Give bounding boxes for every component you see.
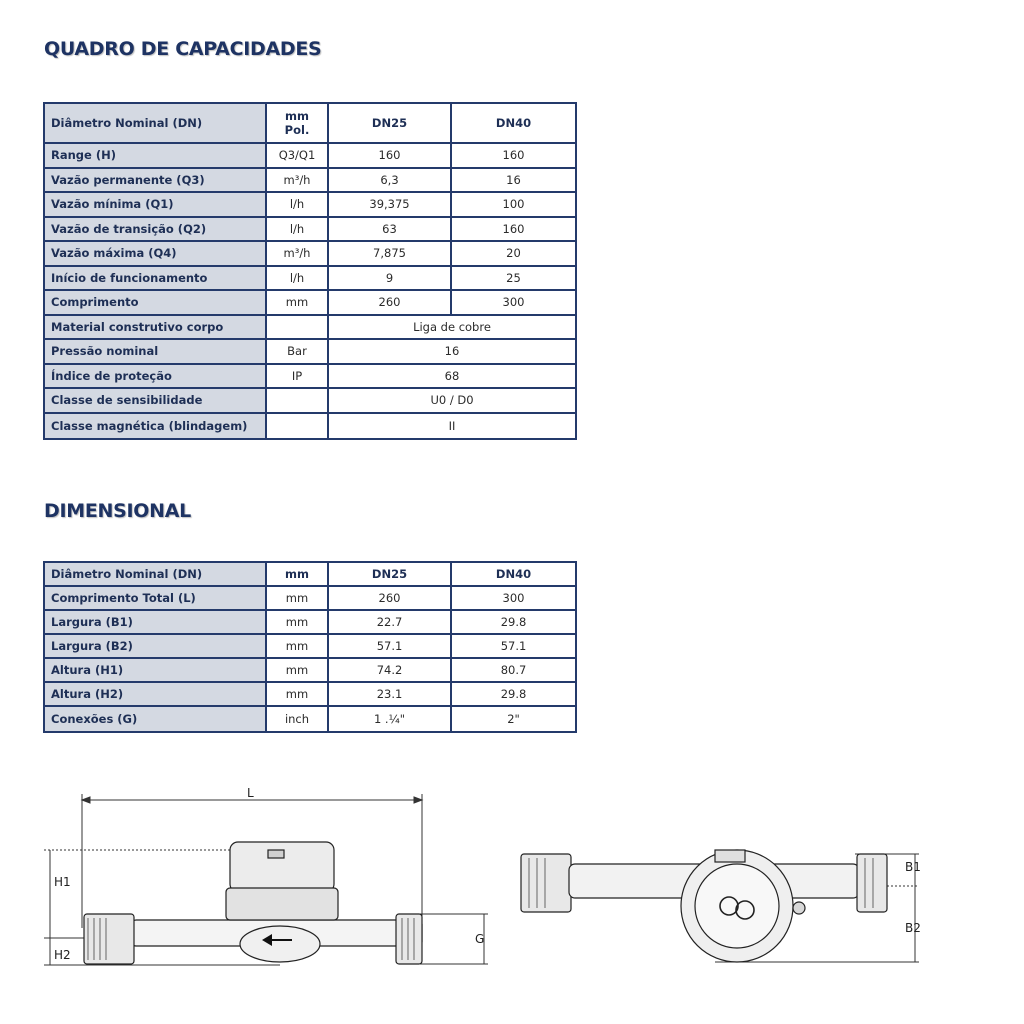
header-unit: mm: [267, 563, 329, 587]
table-row: [45, 267, 575, 292]
row-dn25: 22.7: [329, 611, 452, 635]
row-label: Vazão máxima (Q4): [45, 242, 267, 267]
label-b2: B2: [905, 921, 921, 935]
row-dn25: 6,3: [329, 169, 452, 194]
row-dn40: 2": [507, 712, 520, 726]
row-unit: l/h: [267, 267, 329, 292]
row-dn40: 57.1: [452, 635, 575, 659]
row-value: 16: [329, 340, 575, 365]
row-label: Classe magnética (blindagem): [45, 414, 267, 439]
label-g: G: [475, 932, 485, 946]
row-label: Material construtivo corpo: [45, 316, 267, 341]
header-dn25: DN25: [329, 104, 452, 144]
table-row: [45, 365, 575, 390]
row-dn25: 7,875: [329, 242, 452, 267]
table-row: [45, 291, 575, 316]
table-row: [45, 169, 575, 194]
row-unit: m³/h: [267, 242, 329, 267]
register-lid: [715, 850, 745, 862]
header-unit-pol: Pol.: [284, 123, 310, 137]
row-dn40: 20: [452, 242, 575, 267]
table-row: [45, 659, 575, 683]
header-dn25: DN25: [329, 563, 452, 587]
capacities-title: QUADRO DE CAPACIDADES: [44, 38, 322, 60]
table-row: [45, 316, 575, 341]
row-value: 68: [329, 365, 575, 390]
row-dn25: 260: [329, 291, 452, 316]
row-unit: Q3/Q1: [267, 144, 329, 169]
row-label: Pressão nominal: [45, 340, 267, 365]
row-dn40: 300: [452, 291, 575, 316]
label-l: L: [247, 786, 254, 800]
row-dn25: 57.1: [329, 635, 452, 659]
row-dn40: 29.8: [452, 683, 575, 707]
header-unit-mm: mm: [285, 109, 309, 123]
row-dn25: 63: [329, 218, 452, 243]
row-dn25: 23.1: [329, 683, 452, 707]
row-dn40: 16: [452, 169, 575, 194]
row-value: U0 / D0: [329, 389, 575, 414]
row-dn40: 300: [452, 587, 575, 611]
row-value: II: [448, 418, 456, 433]
right-connector: [857, 854, 887, 912]
row-label: Largura (B1): [45, 611, 267, 635]
capacities-table: [43, 102, 577, 440]
row-dn40: 160: [452, 144, 575, 169]
table-row: [45, 242, 575, 267]
row-unit: mm: [267, 635, 329, 659]
table-row: [45, 635, 575, 659]
row-label: Comprimento Total (L): [45, 587, 267, 611]
row-label: Índice de proteção: [45, 365, 267, 390]
row-unit: mm: [267, 659, 329, 683]
row-dn25: 9: [329, 267, 452, 292]
table-row: [45, 144, 575, 169]
table-row: [45, 683, 575, 707]
table-row: [45, 611, 575, 635]
row-label: Vazão mínima (Q1): [45, 193, 267, 218]
row-unit: mm: [267, 587, 329, 611]
row-dn25: 260: [329, 587, 452, 611]
row-label: Classe de sensibilidade: [45, 389, 267, 414]
row-label: Largura (B2): [45, 635, 267, 659]
arrowhead: [82, 797, 90, 803]
header-unit: [267, 104, 329, 144]
meter-top-view-drawing: [515, 840, 935, 980]
seal-screw: [793, 902, 805, 914]
row-label: Altura (H1): [45, 659, 267, 683]
header-dn40: DN40: [452, 104, 575, 144]
register-cap: [268, 850, 284, 858]
register-body: [226, 888, 338, 920]
row-dn25: 74.2: [329, 659, 452, 683]
row-label: Conexões (G): [45, 707, 267, 731]
arrowhead: [414, 797, 422, 803]
row-label: Vazão de transição (Q2): [45, 218, 267, 243]
row-dn40: 29.8: [452, 611, 575, 635]
row-unit: inch: [267, 707, 329, 731]
table-row: [45, 389, 575, 414]
row-value: Liga de cobre: [329, 316, 575, 341]
table-header-row: [45, 104, 575, 144]
row-label: Range (H): [45, 144, 267, 169]
row-label: Vazão permanente (Q3): [45, 169, 267, 194]
row-unit: [267, 316, 329, 341]
row-dn40: 100: [452, 193, 575, 218]
row-dn40: 160: [452, 218, 575, 243]
row-unit: mm: [267, 291, 329, 316]
row-unit: m³/h: [267, 169, 329, 194]
table-row: [45, 193, 575, 218]
row-unit: l/h: [267, 218, 329, 243]
row-dn40: 25: [452, 267, 575, 292]
meter-chamber: [240, 926, 320, 962]
row-unit: [267, 414, 329, 439]
row-dn25: 160: [329, 144, 452, 169]
dimensional-table: [43, 561, 577, 733]
row-unit: mm: [267, 611, 329, 635]
row-unit: l/h: [267, 193, 329, 218]
header-label: Diâmetro Nominal (DN): [45, 104, 267, 144]
table-row: [45, 414, 575, 439]
row-dn40: 80.7: [452, 659, 575, 683]
row-label: Comprimento: [45, 291, 267, 316]
row-unit: mm: [267, 683, 329, 707]
table-row: [45, 340, 575, 365]
meter-side-view-drawing: [40, 780, 500, 980]
row-label: Início de funcionamento: [45, 267, 267, 292]
left-connector: [84, 914, 134, 964]
table-row: [45, 587, 575, 611]
header-label: Diâmetro Nominal (DN): [45, 563, 267, 587]
table-header-row: [45, 563, 575, 587]
header-dn40: DN40: [452, 563, 575, 587]
row-unit: Bar: [267, 340, 329, 365]
row-label: Altura (H2): [45, 683, 267, 707]
row-dn25: 39,375: [329, 193, 452, 218]
right-connector: [396, 914, 422, 964]
dimensional-title: DIMENSIONAL: [44, 500, 191, 522]
label-h1: H1: [54, 875, 71, 889]
left-connector: [521, 854, 571, 912]
row-unit: IP: [267, 365, 329, 390]
table-row: [45, 707, 575, 731]
row-dn25: 1 .¼": [329, 707, 452, 731]
label-h2: H2: [54, 948, 71, 962]
row-unit: [267, 389, 329, 414]
label-b1: B1: [905, 860, 921, 874]
table-row: [45, 218, 575, 243]
